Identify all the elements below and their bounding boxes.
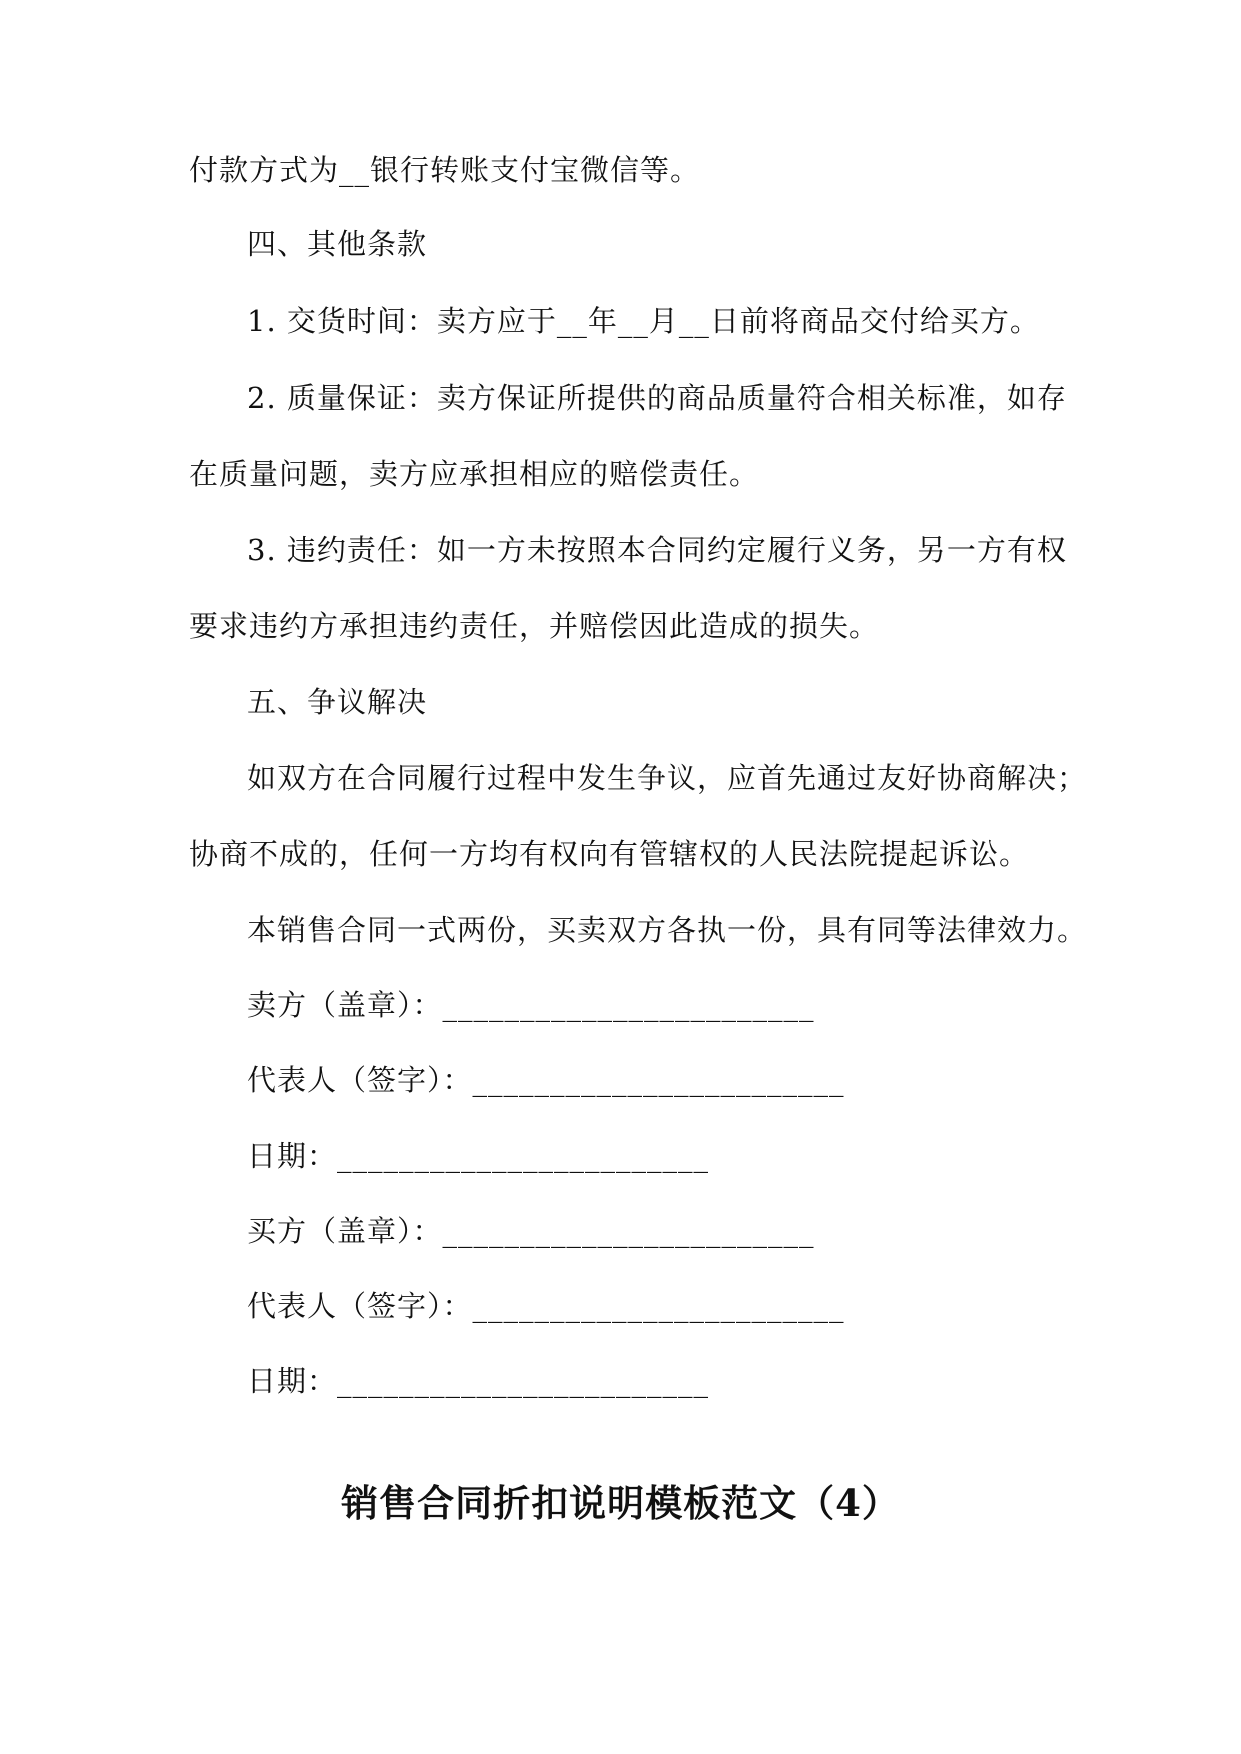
seller-seal-line: 卖方（盖章）：________________________ — [247, 988, 815, 1022]
clause-quality-guarantee: 2. 质量保证：卖方保证所提供的商品质量符合相关标准，如存 — [247, 381, 1067, 415]
buyer-date-line: 日期：________________________ — [247, 1364, 710, 1398]
seller-representative-line: 代表人（签字）：________________________ — [247, 1063, 845, 1097]
clause-delivery-time: 1. 交货时间：卖方应于__年__月__日前将商品交付给买方。 — [247, 304, 1040, 338]
copies-statement: 本销售合同一式两份，买卖双方各执一份，具有同等法律效力。 — [247, 913, 1088, 947]
dispute-resolution-text-continued: 协商不成的，任何一方均有权向有管辖权的人民法院提起诉讼。 — [189, 837, 1030, 871]
clause-breach-liability: 3. 违约责任：如一方未按照本合同约定履行义务，另一方有权 — [247, 533, 1067, 567]
next-section-title: 销售合同折扣说明模板范文（4） — [341, 1481, 900, 1525]
dispute-resolution-text: 如双方在合同履行过程中发生争议，应首先通过友好协商解决； — [247, 761, 1088, 795]
buyer-seal-line: 买方（盖章）：________________________ — [247, 1214, 815, 1248]
clause-breach-liability-continued: 要求违约方承担违约责任，并赔偿因此造成的损失。 — [189, 609, 880, 643]
section-heading-dispute-resolution: 五、争议解决 — [247, 685, 428, 719]
buyer-representative-line: 代表人（签字）：________________________ — [247, 1289, 845, 1323]
clause-quality-guarantee-continued: 在质量问题，卖方应承担相应的赔偿责任。 — [189, 457, 760, 491]
seller-date-line: 日期：________________________ — [247, 1139, 710, 1173]
section-heading-other-terms: 四、其他条款 — [247, 227, 428, 261]
payment-method-text: 付款方式为__银行转账支付宝微信等。 — [189, 153, 701, 187]
